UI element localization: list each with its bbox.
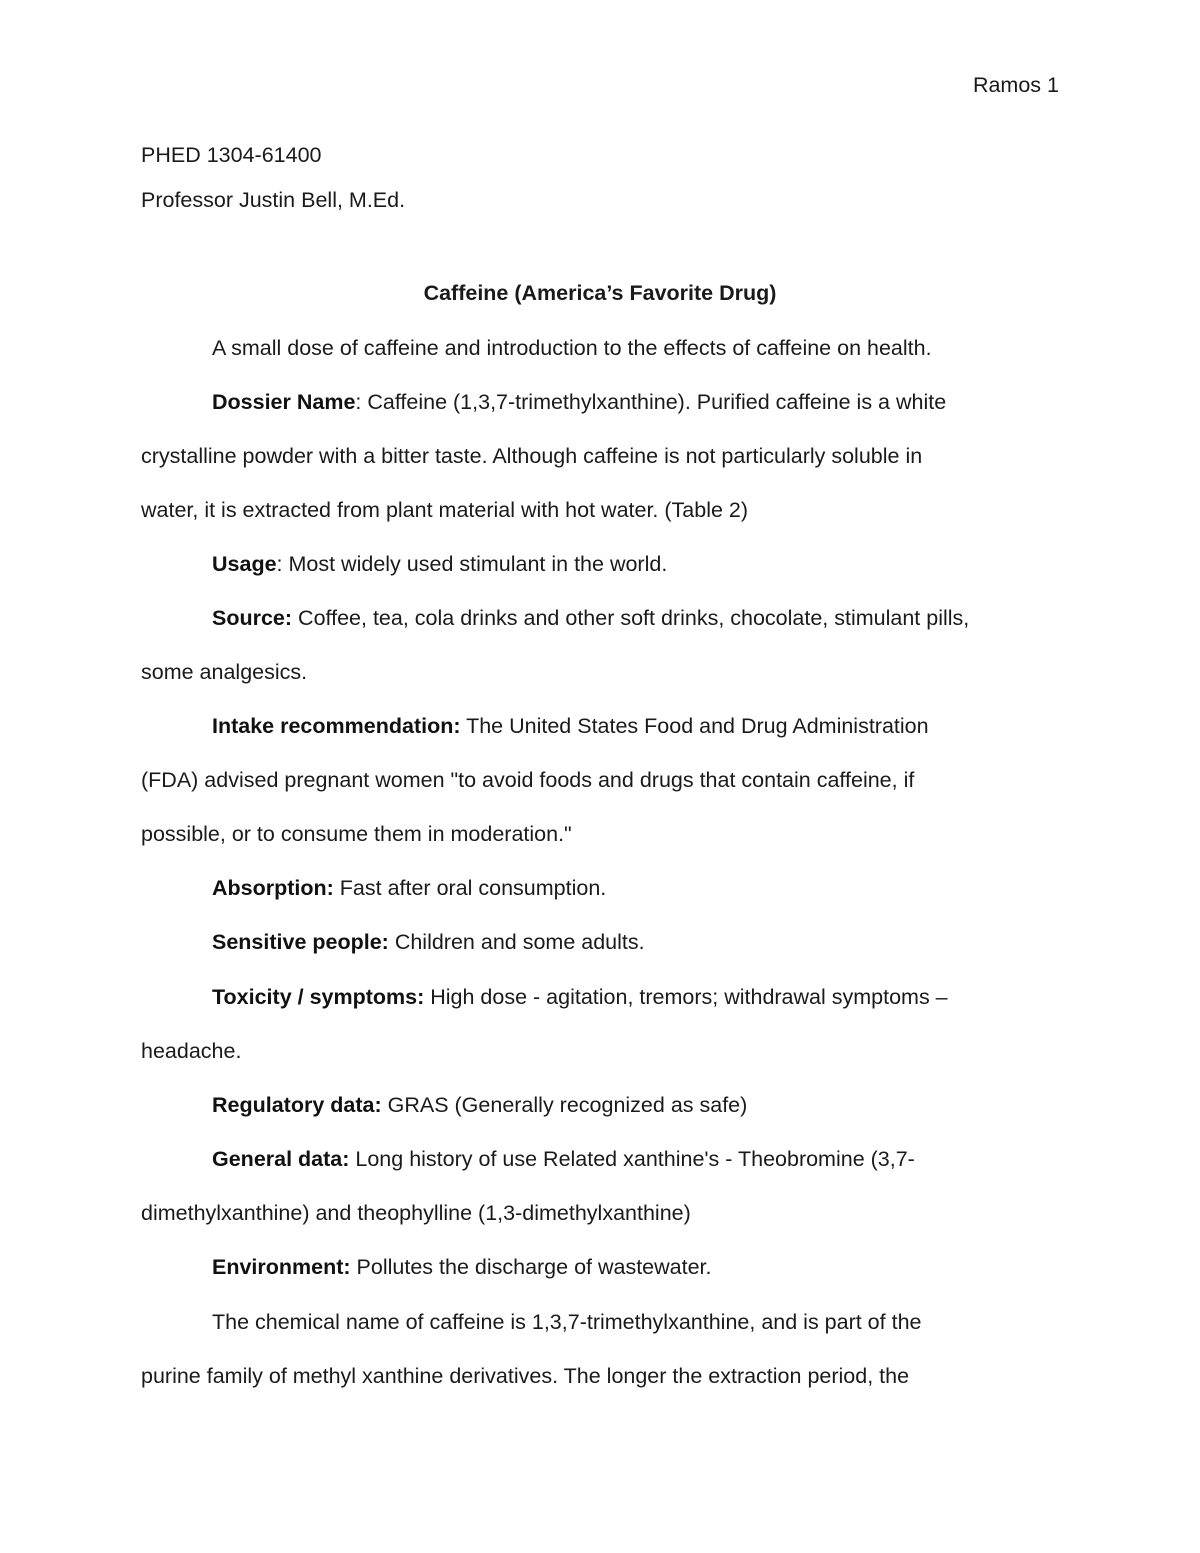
intake-line-3: possible, or to consume them in moderation." (141, 822, 572, 846)
dossier-line-2: crystalline powder with a bitter taste. Although caffeine is not particularly soluble in (141, 444, 923, 468)
professor-line: Professor Justin Bell, M.Ed. (141, 188, 406, 212)
intake-line-2: (FDA) advised pregnant women "to avoid foods and drugs that contain caffeine, if (141, 768, 915, 792)
intake-label: Intake recommendation: (212, 714, 461, 738)
dossier-text-1: : Caffeine (1,3,7-trimethylxanthine). Purified caffeine is a white (355, 390, 947, 414)
usage-label: Usage (212, 552, 277, 576)
sensitive-label: Sensitive people: (212, 930, 389, 954)
general-line-2: dimethylxanthine) and theophylline (1,3-dimethylxanthine) (141, 1201, 691, 1225)
regulatory-label: Regulatory data: (212, 1093, 382, 1117)
general-text-1: Long history of use Related xanthine's - Theobromine (3,7- (349, 1147, 915, 1171)
absorption-text: Fast after oral consumption. (333, 876, 607, 900)
document-title: Caffeine (America’s Favorite Drug) (423, 281, 777, 305)
dossier-line-3: water, it is extracted from plant material with hot water. (Table 2) (141, 498, 749, 522)
closing-line-1: The chemical name of caffeine is 1,3,7-trimethylxanthine, and is part of the (212, 1310, 922, 1334)
absorption-line (212, 873, 606, 903)
intake-text-1: The United States Food and Drug Administration (460, 714, 929, 738)
toxicity-line-1 (212, 982, 948, 1012)
regulatory-text: GRAS (Generally recognized as safe) (381, 1093, 748, 1117)
environment-label: Environment: (212, 1255, 351, 1279)
sensitive-line (212, 927, 645, 957)
environment-text: Pollutes the discharge of wastewater. (350, 1255, 712, 1279)
dossier-line-1 (212, 387, 946, 417)
toxicity-line-2: headache. (141, 1039, 242, 1063)
intro-paragraph: A small dose of caffeine and introduction to the effects of caffeine on health. (212, 336, 932, 360)
source-label: Source: (212, 606, 293, 630)
closing-line-2: purine family of methyl xanthine derivatives. The longer the extraction period, the (141, 1364, 910, 1388)
toxicity-text-1: High dose - agitation, tremors; withdrawal symptoms – (424, 985, 948, 1009)
absorption-label: Absorption: (212, 876, 334, 900)
general-label: General data: (212, 1147, 350, 1171)
source-line-2: some analgesics. (141, 660, 308, 684)
source-text-1: Coffee, tea, cola drinks and other soft drinks, chocolate, stimulant pills, (292, 606, 970, 630)
regulatory-line (212, 1090, 747, 1120)
usage-line (212, 549, 667, 579)
general-line-1 (212, 1144, 915, 1174)
source-line-1 (212, 603, 969, 633)
environment-line (212, 1252, 712, 1282)
course-line: PHED 1304-61400 (141, 143, 322, 167)
sensitive-text: Children and some adults. (388, 930, 645, 954)
intake-line-1 (212, 711, 929, 741)
dossier-label: Dossier Name (212, 390, 356, 414)
usage-text: : Most widely used stimulant in the world. (276, 552, 668, 576)
running-head: Ramos 1 (972, 73, 1059, 97)
toxicity-label: Toxicity / symptoms: (212, 985, 425, 1009)
